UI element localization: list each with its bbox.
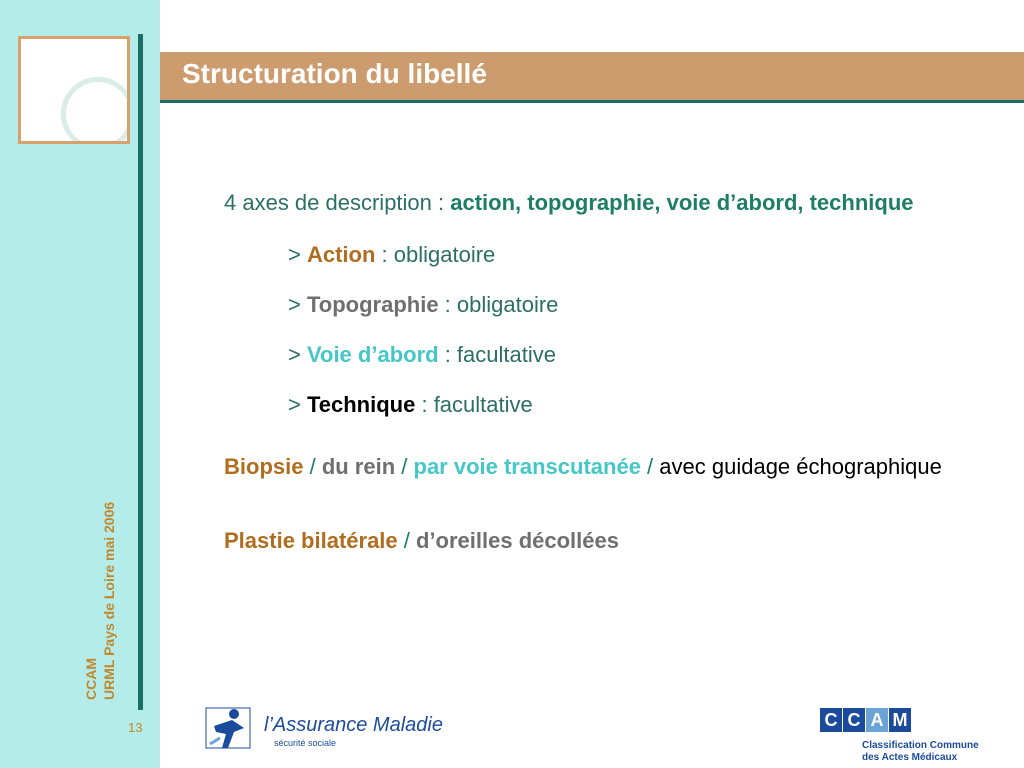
ccam-subtitle-line2: des Actes Médicaux <box>862 752 958 763</box>
bullet-term: Technique <box>306 392 416 417</box>
ccam-letter: M <box>889 708 911 732</box>
ccam-letters <box>820 708 912 732</box>
assurance-maladie-logo <box>204 704 443 756</box>
example-sep: / <box>395 454 414 479</box>
example-action: Biopsie <box>224 454 304 479</box>
bullet-technique <box>224 388 994 422</box>
example-voie: par voie transcutanée <box>413 454 641 479</box>
sidebar-divider <box>138 34 143 710</box>
bullet-desc: : obligatoire <box>438 292 559 317</box>
bullet-voie <box>224 338 994 372</box>
bullet-term: Topographie <box>306 292 439 317</box>
example-topo: d’oreilles décollées <box>416 528 619 553</box>
assurance-maladie-sub: sécurité sociale <box>274 738 337 748</box>
example-sep: / <box>640 454 660 479</box>
assurance-maladie-name: l’Assurance Maladie <box>264 714 443 736</box>
bullet-desc: : obligatoire <box>375 242 496 267</box>
ccam-logo <box>820 708 990 764</box>
footer-line-ccam: CCAM <box>83 658 99 700</box>
example-sep: / <box>303 454 322 479</box>
bullet-term: Action <box>306 242 376 267</box>
bullet-desc: : facultative <box>415 392 533 417</box>
assurance-maladie-icon <box>204 704 258 754</box>
example-plastie <box>224 524 994 558</box>
intro-prefix: 4 axes de description : <box>224 190 451 215</box>
footer-vertical-text <box>82 100 118 700</box>
ccam-letter: A <box>866 708 888 732</box>
example-technique: avec guidage échographique <box>659 454 942 479</box>
intro-axes: action, topographie, voie d’abord, technique <box>450 190 914 215</box>
bullet-term: Voie d’abord <box>306 342 439 367</box>
intro-line <box>224 186 994 220</box>
example-topo: du rein <box>321 454 396 479</box>
bullet-arrow: > <box>288 342 307 367</box>
page-number: 13 <box>128 720 143 735</box>
example-sep: / <box>397 528 416 553</box>
slide-title: Structuration du libellé <box>182 58 487 89</box>
example-biopsie <box>224 450 994 484</box>
bullet-arrow: > <box>288 392 307 417</box>
ccam-letter: C <box>820 708 842 732</box>
sidebar <box>0 0 160 768</box>
slide-content <box>224 186 994 558</box>
example-action: Plastie bilatérale <box>224 528 398 553</box>
ccam-letter: C <box>843 708 865 732</box>
bullet-action <box>224 238 994 272</box>
bullet-arrow: > <box>288 292 307 317</box>
ccam-subtitle-line1: Classification Commune <box>862 740 979 751</box>
footer-line-urml: URML Pays de Loire mai 2006 <box>101 501 117 700</box>
ccam-subtitle <box>862 740 979 764</box>
title-underline <box>160 100 1024 103</box>
bullet-arrow: > <box>288 242 307 267</box>
bullet-topographie <box>224 288 994 322</box>
bullet-desc: : facultative <box>438 342 556 367</box>
